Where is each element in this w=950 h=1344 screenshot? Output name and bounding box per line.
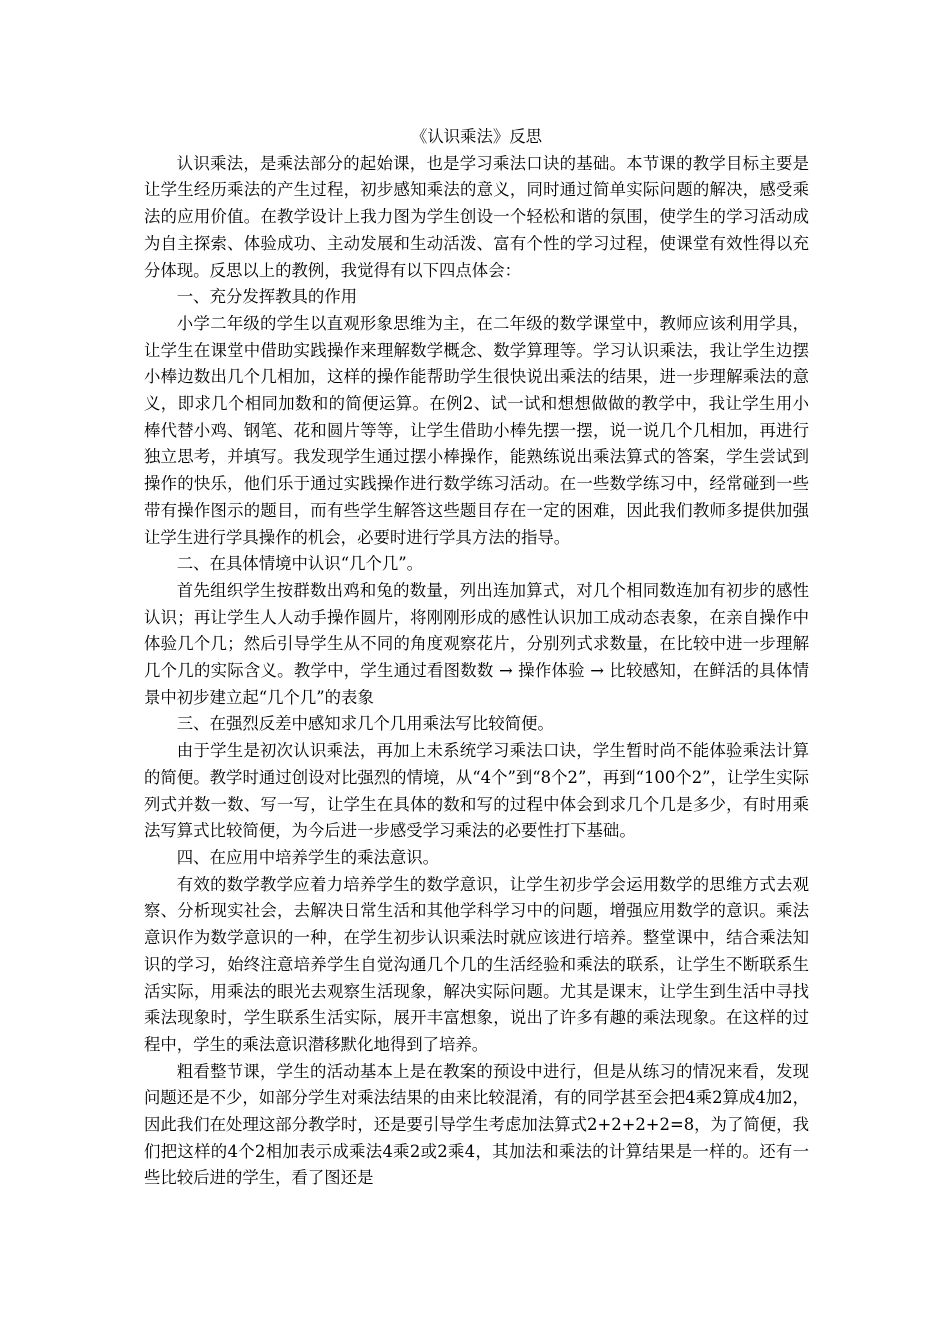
section-3-heading: 三、在强烈反差中感知求几个几用乘法写比较简便。 (176, 714, 554, 734)
section-4-heading: 四、在应用中培养学生的乘法意识。 (176, 847, 440, 867)
section-4-body: 有效的数学教学应着力培养学生的数学意识，让学生初步学会运用数学的思维方式去观察、分析现实社会，去解决日常生活和其他学科学习中的问题，增强应用数学的意识。乘法意识作为数学意识的一种，在学生初步认识乘法时就应该进行培养。整堂课中，结合乘法知识的学习，始终注意培养学生自觉沟通几个几的生活经验和乘法的联系，让学生不断联系生活实际，用乘法的眼光去观察生活现象，解决实际问题。尤其是课末，让学生到生活中寻找乘法现象时，学生联系生活实际，展开丰富想象，说出了许多有趣的乘法现象。在这样的过程中，学生的乘法意识潜移默化地得到了培养。 (144, 874, 809, 1054)
intro-paragraph: 认识乘法，是乘法部分的起始课，也是学习乘法口诀的基础。本节课的教学目标主要是让学生经历乘法的产生过程，初步感知乘法的意义，同时通过简单实际问题的解决，感受乘法的应用价值。在教学设计上我力图为学生创设一个轻松和谐的氛围，使学生的学习活动成为自主探索、体验成功、主动发展和生动活泼、富有个性的学习过程，使课堂有效性得以充分体现。反思以上的教例，我觉得有以下四点体会： (144, 153, 809, 280)
closing-paragraph: 粗看整节课，学生的活动基本上是在教案的预设中进行，但是从练习的情况来看，发现问题还是不少，如部分学生对乘法结果的由来比较混淆，有的同学甚至会把4乘2算成4加2，因此我们在处理这部分教学时，还是要引导学生考虑加法算式2+2+2+2=8，为了简便，我们把这样的4个2相加表示成乘法4乘2或2乘4，其加法和乘法的计算结果是一样的。还有一些比较后进的学生，看了图还是 (144, 1061, 809, 1188)
section-2-heading: 二、在具体情境中认识“几个几”。 (176, 554, 424, 574)
document-title: 《认识乘法》反思 (410, 127, 543, 146)
section-3-body: 由于学生是初次认识乘法，再加上未系统学习乘法口诀，学生暂时尚不能体验乘法计算的简便。教学时通过创设对比强烈的情境，从“4个”到“8个2”，再到“100个2”，让学生实际列式并数一数、写一写，让学生在具体的数和写的过程中体会到求几个几是多少，有时用乘法写算式比较简便，为今后进一步感受学习乘法的必要性打下基础。 (144, 741, 809, 841)
document-page (144, 124, 809, 1192)
section-1-heading: 一、充分发挥教具的作用 (176, 287, 358, 307)
section-2-body: 首先组织学生按群数出鸡和兔的数量，列出连加算式，对几个相同数连加有初步的感性认识；再让学生人人动手操作圆片，将刚刚形成的感性认识加工成动态表象，在亲自操作中体验几个几；然后引导学生从不同的角度观察花片，分别列式求数量，在比较中进一步理解几个几的实际含义。教学中，学生通过看图数数 → 操作体验 → 比较感知，在鲜活的具体情景中初步建立起“几个几”的表象 (144, 580, 809, 707)
section-1-body: 小学二年级的学生以直观形象思维为主，在二年级的数学课堂中，教师应该利用学具，让学生在课堂中借助实践操作来理解数学概念、数学算理等。学习认识乘法，我让学生边摆小棒边数出几个几相加，这样的操作能帮助学生很快说出乘法的结果，进一步理解乘法的意义，即求几个相同加数和的简便运算。在例2、试一试和想想做做的教学中，我让学生用小棒代替小鸡、钢笔、花和圆片等等，让学生借助小棒先摆一摆，说一说几个几相加，再进行独立思考，并填写。我发现学生通过摆小棒操作，能熟练说出乘法算式的答案，学生尝试到操作的快乐，他们乐于通过实践操作进行数学练习活动。在一些数学练习中，经常碰到一些带有操作图示的题目，而有些学生解答这些题目存在一定的困难，因此我们教师多提供加强让学生进行学具操作的机会，必要时进行学具方法的指导。 (144, 313, 809, 547)
